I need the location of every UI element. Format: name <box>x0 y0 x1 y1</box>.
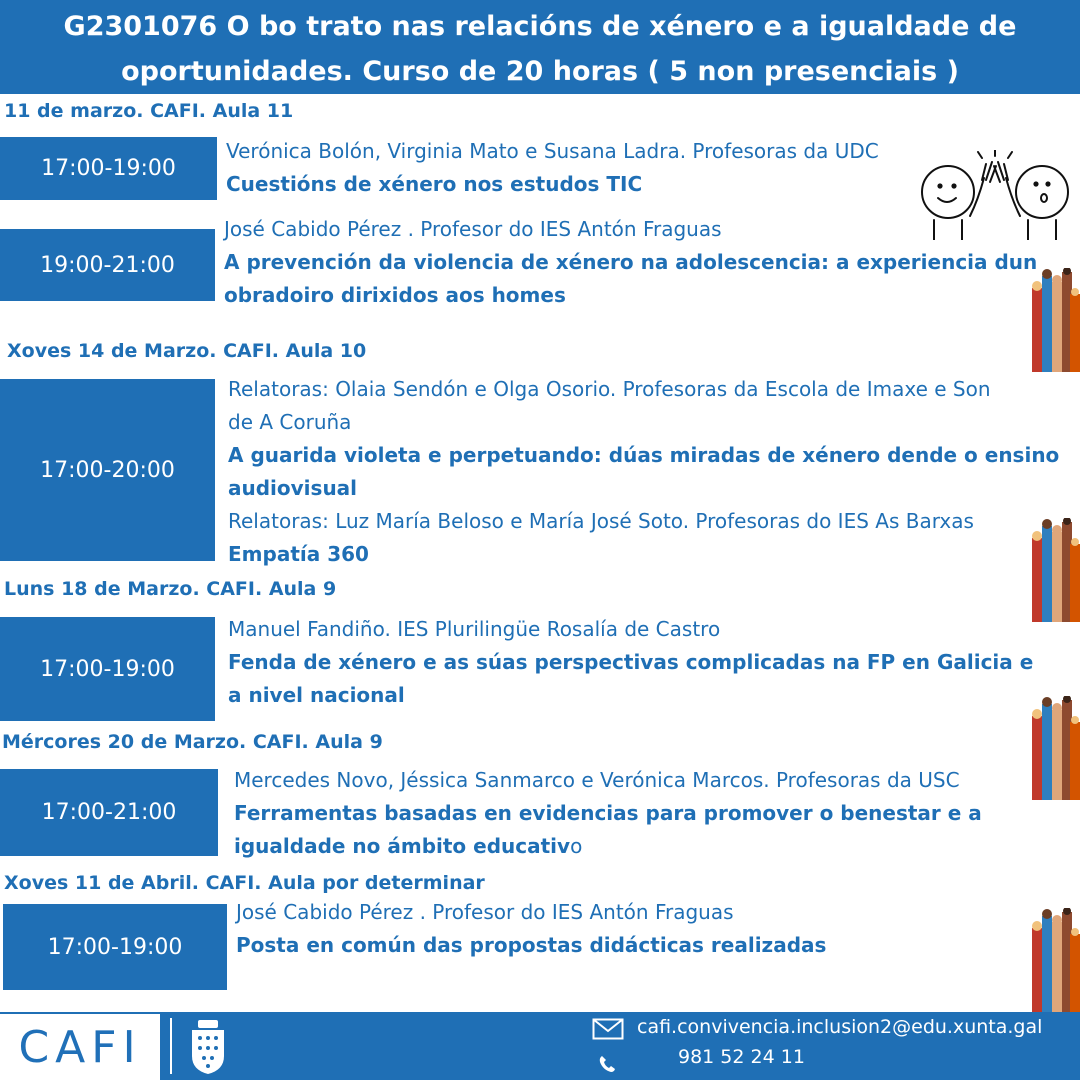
session-time: 17:00-19:00 <box>0 137 217 200</box>
phone-icon <box>598 1054 616 1074</box>
session-speaker: de A Coruña <box>228 410 352 434</box>
title-line-1: G2301076 O bo trato nas relacións de xénero e a igualdade de <box>63 11 1017 42</box>
title-line-2: oportunidades. Curso de 20 horas ( 5 non presenciais ) <box>121 56 959 87</box>
session-topic-line-2 <box>234 830 982 863</box>
coat-of-arms-icon <box>188 1018 228 1076</box>
raised-hands-illustration <box>1030 696 1080 800</box>
raised-hands-illustration <box>1030 908 1080 1012</box>
day-heading: Xoves 14 de Marzo. CAFI. Aula 10 <box>7 340 367 362</box>
session-speaker: Relatoras: Olaia Sendón e Olga Osorio. Profesoras da Escola de Imaxe e Son <box>228 377 991 401</box>
footer <box>0 1012 1080 1080</box>
session-time: 17:00-19:00 <box>0 617 215 721</box>
session-description <box>226 135 879 201</box>
raised-hands-illustration <box>1030 518 1080 622</box>
day-heading: 11 de marzo. CAFI. Aula 11 <box>4 100 294 122</box>
session-speaker: Verónica Bolón, Virginia Mato e Susana Ladra. Profesoras da UDC <box>226 139 879 163</box>
session-time: 17:00-19:00 <box>3 904 227 990</box>
cafi-logo <box>0 1014 160 1080</box>
session-time: 17:00-21:00 <box>0 769 218 856</box>
session-speaker: Relatoras: Luz María Beloso e María José Soto. Profesoras do IES As Barxas <box>228 509 974 533</box>
session-topic: Empatía 360 <box>228 542 369 566</box>
session-topic: Cuestións de xénero nos estudos TIC <box>226 172 643 196</box>
session-topic-line-1: Fenda de xénero e as súas perspectivas complicadas na FP en Galicia e <box>228 650 1034 674</box>
contact-phone[interactable]: 981 52 24 11 <box>678 1046 805 1068</box>
contact-email[interactable]: cafi.convivencia.inclusion2@edu.xunta.gal <box>637 1016 1043 1038</box>
session-topic-line-2: obradoiro dirixidos aos homes <box>224 283 566 307</box>
session-time: 19:00-21:00 <box>0 229 215 301</box>
session-topic-bold: igualdade no ámbito educativ <box>234 834 571 858</box>
logo-text: CAFI <box>18 1021 142 1073</box>
session-description <box>228 373 1059 571</box>
session-topic-line-1: Ferramentas basadas en evidencias para promover o benestar e a <box>234 801 982 825</box>
session-topic-line-1: A prevención da violencia de xénero na adolescencia: a experiencia dun <box>224 250 1038 274</box>
session-topic-line-2: a nivel nacional <box>228 683 405 707</box>
footer-divider <box>170 1018 172 1074</box>
day-heading: Mércores 20 de Marzo. CAFI. Aula 9 <box>2 731 383 753</box>
session-topic-line-1: A guarida violeta e perpetuando: dúas miradas de xénero dende o ensino <box>228 443 1060 467</box>
session-topic: Posta en común das propostas didácticas realizadas <box>236 933 827 957</box>
high-five-illustration <box>916 150 1074 240</box>
session-topic-line-2: audiovisual <box>228 476 358 500</box>
session-speaker: José Cabido Pérez . Profesor do IES Antón Fraguas <box>236 900 734 924</box>
page-title <box>0 0 1080 94</box>
session-speaker: Mercedes Novo, Jéssica Sanmarco e Verónica Marcos. Profesoras da USC <box>234 768 960 792</box>
session-speaker: Manuel Fandiño. IES Plurilingüe Rosalía de Castro <box>228 617 721 641</box>
session-time: 17:00-20:00 <box>0 379 215 561</box>
session-speaker: José Cabido Pérez . Profesor do IES Antón Fraguas <box>224 217 722 241</box>
day-heading: Luns 18 de Marzo. CAFI. Aula 9 <box>4 578 337 600</box>
session-description <box>236 896 826 962</box>
session-description <box>228 613 1033 712</box>
session-description <box>234 764 982 863</box>
session-topic-regular: o <box>570 834 583 858</box>
raised-hands-illustration <box>1030 268 1080 372</box>
day-heading: Xoves 11 de Abril. CAFI. Aula por determinar <box>4 872 485 894</box>
mail-icon <box>592 1018 624 1040</box>
